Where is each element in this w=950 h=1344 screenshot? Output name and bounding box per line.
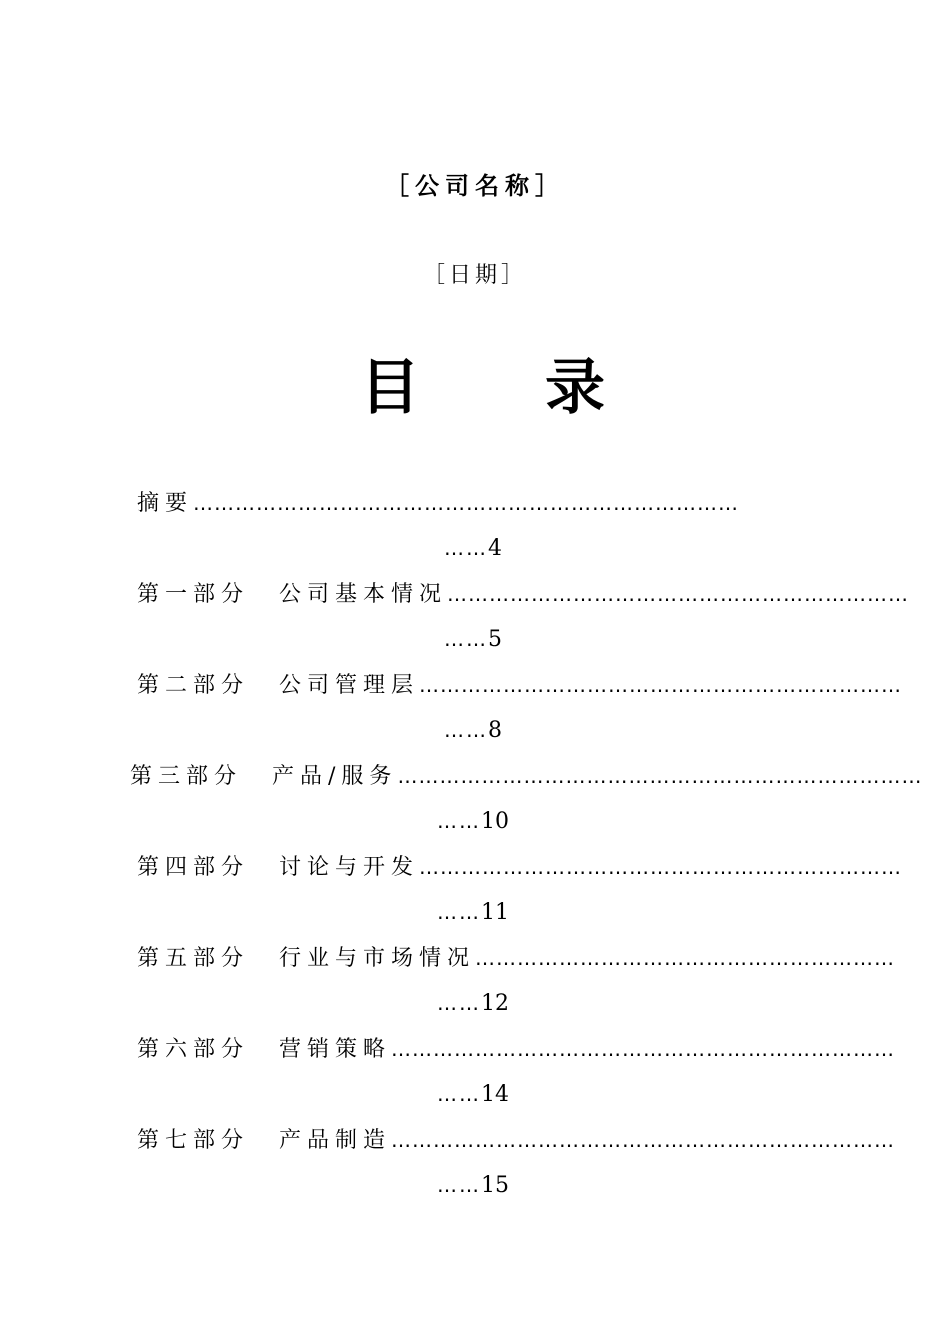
toc-entry-title: 公司管理层	[279, 673, 420, 698]
toc-entry-page: 15	[481, 1173, 509, 1198]
toc-entry-abstract[interactable]	[0, 480, 950, 570]
toc-entry-page: 12	[481, 991, 509, 1016]
toc-entry-part2[interactable]	[0, 662, 950, 752]
toc-leader-dots: ……	[444, 718, 488, 742]
toc-leader-dots: ……………………………………………………………	[419, 855, 903, 879]
toc-title-char-2: 录	[545, 353, 605, 423]
toc-entry-page: 14	[481, 1082, 509, 1107]
document-date: ［日期］	[422, 263, 527, 288]
toc-leader-dots: ……	[437, 809, 481, 833]
toc-entry-title: 产品/服务	[272, 764, 398, 789]
toc-entry-part: 第七部分	[137, 1128, 250, 1153]
toc-entry-part4[interactable]	[0, 844, 950, 934]
toc-leader-dots: …………………………………………………………	[447, 582, 910, 606]
toc-leader-dots: ……………………………………………………………	[419, 673, 903, 697]
company-name: ［公司名称］	[385, 171, 565, 200]
toc-entry-title: 讨论与开发	[279, 855, 420, 880]
toc-entry-page: 4	[488, 536, 502, 561]
toc-entry-part: 第六部分	[137, 1037, 250, 1062]
toc-leader-dots: …………………………………………………………………	[397, 764, 923, 788]
toc-leader-dots: ………………………………………………………………	[391, 1128, 896, 1152]
toc-entry-title: 行业与市场情况	[279, 946, 476, 971]
toc-entry-part6[interactable]	[0, 1026, 950, 1116]
toc-entry-title: 摘要	[137, 491, 194, 516]
toc-entry-part1[interactable]	[0, 571, 950, 661]
toc-entry-part: 第五部分	[137, 946, 250, 971]
toc-entry-page: 8	[488, 718, 502, 743]
toc-entry-page: 11	[481, 900, 509, 925]
toc-entry-part: 第二部分	[137, 673, 250, 698]
toc-entry-page: 5	[488, 627, 502, 652]
toc-entry-part: 第四部分	[137, 855, 250, 880]
toc-leader-dots: ……	[444, 536, 488, 560]
toc-leader-dots: ……	[437, 1082, 481, 1106]
toc-title	[360, 340, 620, 423]
toc-leader-dots: ……	[437, 900, 481, 924]
toc-entry-title: 产品制造	[279, 1128, 392, 1153]
toc-leader-dots: ……………………………………………………………………	[193, 491, 740, 515]
toc-entry-part: 第三部分	[130, 764, 243, 789]
toc-leader-dots: ………………………………………………………………	[391, 1037, 896, 1061]
toc-entry-part5[interactable]	[0, 935, 950, 1025]
toc-entry-part3[interactable]	[0, 753, 950, 843]
toc-leader-dots: ……	[437, 1173, 481, 1197]
toc-entry-title: 公司基本情况	[279, 582, 448, 607]
toc-entry-title: 营销策略	[279, 1037, 392, 1062]
toc-leader-dots: ……………………………………………………	[475, 946, 896, 970]
toc-title-char-1: 目	[360, 353, 420, 423]
toc-leader-dots: ……	[437, 991, 481, 1015]
toc-entry-part7[interactable]	[0, 1117, 950, 1207]
toc-entry-part: 第一部分	[137, 582, 250, 607]
toc-leader-dots: ……	[444, 627, 488, 651]
toc-entry-page: 10	[481, 809, 509, 834]
